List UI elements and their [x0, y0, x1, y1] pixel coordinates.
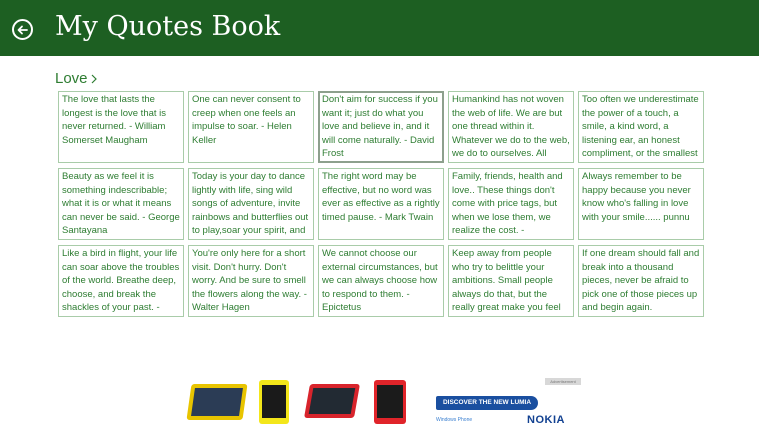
quote-tile[interactable]: Today is your day to dance lightly with life, sing wild songs of adventure, invite rainbows and butterflies out to play,soar your spirit, and	[188, 168, 314, 240]
quote-tile[interactable]: Like a bird in flight, your life can soar above the troubles of the world. Breathe deep, choose, and break the shackles of your past. -	[58, 245, 184, 317]
ad-tag: Advertisement	[545, 378, 581, 385]
phone-image-4	[374, 380, 406, 424]
quote-tile[interactable]: The love that lasts the longest is the love that is never returned. - William Somerset Maugham	[58, 91, 184, 163]
quote-tile[interactable]: Don't aim for success if you want it; just do what you love and believe in, and it will come naturally. - David Frost	[318, 91, 444, 163]
ad-cta-banner[interactable]: DISCOVER THE NEW LUMIA	[436, 396, 538, 410]
brand-logo: NOKIA	[527, 414, 565, 426]
section-label: Love	[55, 70, 88, 87]
section-header-love[interactable]	[55, 69, 97, 88]
quote-tile[interactable]: Always remember to be happy because you never know who's falling in love with your smile...... punnu	[578, 168, 704, 240]
app-header	[0, 0, 759, 56]
advertisement[interactable]	[187, 378, 582, 426]
quote-tile[interactable]: The right word may be effective, but no word was ever as effective as a rightly timed pause. - Mark Twain	[318, 168, 444, 240]
back-button[interactable]	[12, 19, 33, 40]
quote-tile[interactable]: If one dream should fall and break into a thousand pieces, never be afraid to pick one of those pieces up and begin again.	[578, 245, 704, 317]
quote-tile[interactable]: Too often we underestimate the power of a touch, a smile, a kind word, a listening ear, an honest compliment, or the smallest	[578, 91, 704, 163]
quote-tile[interactable]: You're only here for a short visit. Don't hurry. Don't worry. And be sure to smell the flowers along the way. - Walter Hagen	[188, 245, 314, 317]
phone-image-2	[259, 380, 289, 424]
quote-grid	[58, 91, 704, 317]
phone-image-3	[304, 384, 360, 418]
quote-tile[interactable]: Family, friends, health and love.. These things don't come with price tags, but when we lose them, we realize the cost. -	[448, 168, 574, 240]
quote-tile[interactable]: Beauty as we feel it is something indescribable; what it is or what it means can never be said. - George Santayana	[58, 168, 184, 240]
quote-tile[interactable]: Keep away from people who try to belittle your ambitions. Small people always do that, but the really great make you feel	[448, 245, 574, 317]
chevron-right-icon	[91, 74, 97, 84]
back-arrow-icon	[17, 25, 28, 35]
page-title: My Quotes Book	[55, 11, 281, 42]
quote-tile[interactable]: We cannot choose our external circumstances, but we can always choose how to respond to them. - Epictetus	[318, 245, 444, 317]
quote-tile[interactable]: One can never consent to creep when one feels an impulse to soar. - Helen Keller	[188, 91, 314, 163]
quote-tile[interactable]: Humankind has not woven the web of life. We are but one thread within it. Whatever we do to the web, we do to ourselves. All	[448, 91, 574, 163]
windows-phone-label: Windows Phone	[436, 417, 473, 423]
phone-image-1	[186, 384, 247, 420]
